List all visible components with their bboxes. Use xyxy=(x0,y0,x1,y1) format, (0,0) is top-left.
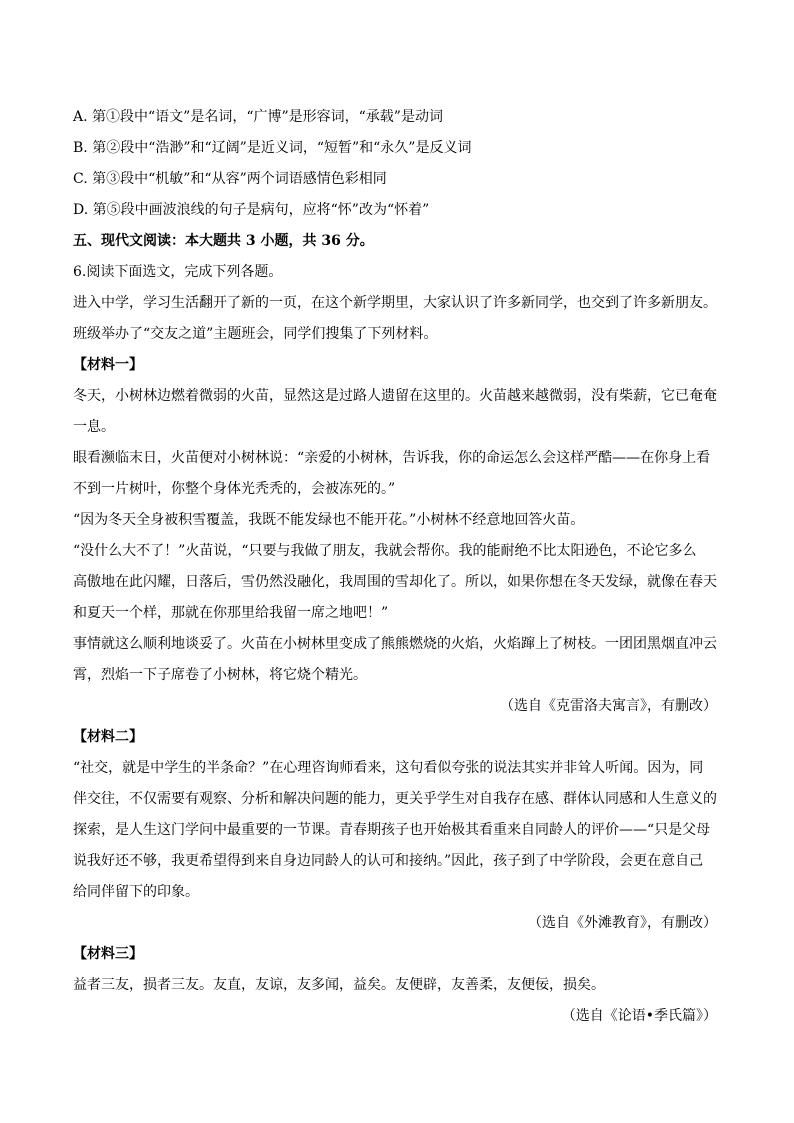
material-1-para1-line2: 一息。 xyxy=(73,419,115,435)
section-five-score: 本大题共 3 小题，共 36 分。 xyxy=(185,233,374,249)
material-1-para1-line1: 冬天，小树林边燃着微弱的火苗，显然这是过路人遗留在这里的。火苗越来越微弱，没有柴薪，它已奄奄 xyxy=(73,388,717,404)
material-2-line2: 伴交往，不仅需要有观察、分析和解决问题的能力，更关乎学生对自我存在感、群体认同感和人生意义的 xyxy=(73,791,717,807)
material-1-para4-line1: “没什么大不了！”火苗说，“只要与我做了朋友，我就会帮你。我的能耐绝不比太阳逊色，不论它多么 xyxy=(73,543,697,559)
material-2-line4: 说我好还不够，我更希望得到来自身边同龄人的认可和接纳。”因此，孩子到了中学阶段，会更在意自己 xyxy=(73,853,704,869)
document-page xyxy=(73,102,721,1032)
material-1-source: （选自《克雷洛夫寓言》，有删改） xyxy=(500,698,717,714)
material-1-para3: “因为冬天全身被积雪覆盖，我既不能发绿也不能开花。”小树林不经意地回答火苗。 xyxy=(73,512,585,528)
option-d: D. 第⑤段中画波浪线的句子是病句，应将“怀”改为“怀着” xyxy=(73,202,430,218)
material-1-para4-line2: 高傲地在此闪耀，日落后，雪仍然没融化，我周围的雪却化了。所以，如果你想在冬天发绿，就像在春天 xyxy=(73,574,717,590)
material-1-para2-line1: 眼看濒临末日，火苗便对小树林说：“亲爱的小树林，告诉我，你的命运怎么会这样严酷——在你身上看 xyxy=(73,450,711,466)
material-3-source: （选自《论语•季氏篇》） xyxy=(561,1008,717,1024)
material-1-para2-line2: 不到一片树叶，你整个身体光秃秃的，会被冻死的。” xyxy=(73,481,396,497)
material-2-line1: “社交，就是中学生的半条命？”在心理咨询师看来，这句看似夸张的说法其实并非耸人听闻。因为，同 xyxy=(73,760,704,776)
material-1-para5-line2: 霄，烈焰一下子席卷了小树林，将它烧个精光。 xyxy=(73,667,367,683)
option-a: A. 第①段中“语文”是名词，“广博”是形容词，“承载”是动词 xyxy=(73,109,443,125)
question-6: 6.阅读下面选文，完成下列各题。 xyxy=(73,264,283,280)
material-1-heading: 【材料一】 xyxy=(73,357,143,373)
material-2-line3: 探索，是人生这门学问中最重要的一节课。青春期孩子也开始极其看重来自同龄人的评价——“只是父母 xyxy=(73,822,711,838)
material-1-para5-line1: 事情就这么顺利地谈妥了。火苗在小树林里变成了熊熊燃烧的火焰，火焰蹿上了树枝。一团团黑烟直冲云 xyxy=(73,636,717,652)
material-1-para4-line3: 和夏天一个样，那就在你那里给我留一席之地吧！” xyxy=(73,605,389,621)
option-c: C. 第③段中“机敏”和“从容”两个词语感情色彩相同 xyxy=(73,171,387,187)
section-five-prefix: 五、现代文阅读： xyxy=(73,233,185,249)
material-3-heading: 【材料三】 xyxy=(73,946,143,962)
material-2-heading: 【材料二】 xyxy=(73,729,143,745)
material-3-para: 益者三友，损者三友。友直，友谅，友多闻，益矣。友便辟，友善柔，友便佞，损矣。 xyxy=(73,977,605,993)
material-2-source: （选自《外滩教育》，有删改） xyxy=(528,915,717,931)
option-b: B. 第②段中“浩渺”和“辽阔”是近义词，“短暂”和“永久”是反义词 xyxy=(73,140,472,156)
intro-line-1: 进入中学，学习生活翻开了新的一页，在这个新学期里，大家认识了许多新同学，也交到了许多新朋友。 xyxy=(73,295,717,311)
material-2-line5: 给同伴留下的印象。 xyxy=(73,884,199,900)
section-five-heading xyxy=(73,226,721,257)
intro-line-2: 班级举办了“交友之道”主题班会，同学们搜集了下列材料。 xyxy=(73,326,438,342)
